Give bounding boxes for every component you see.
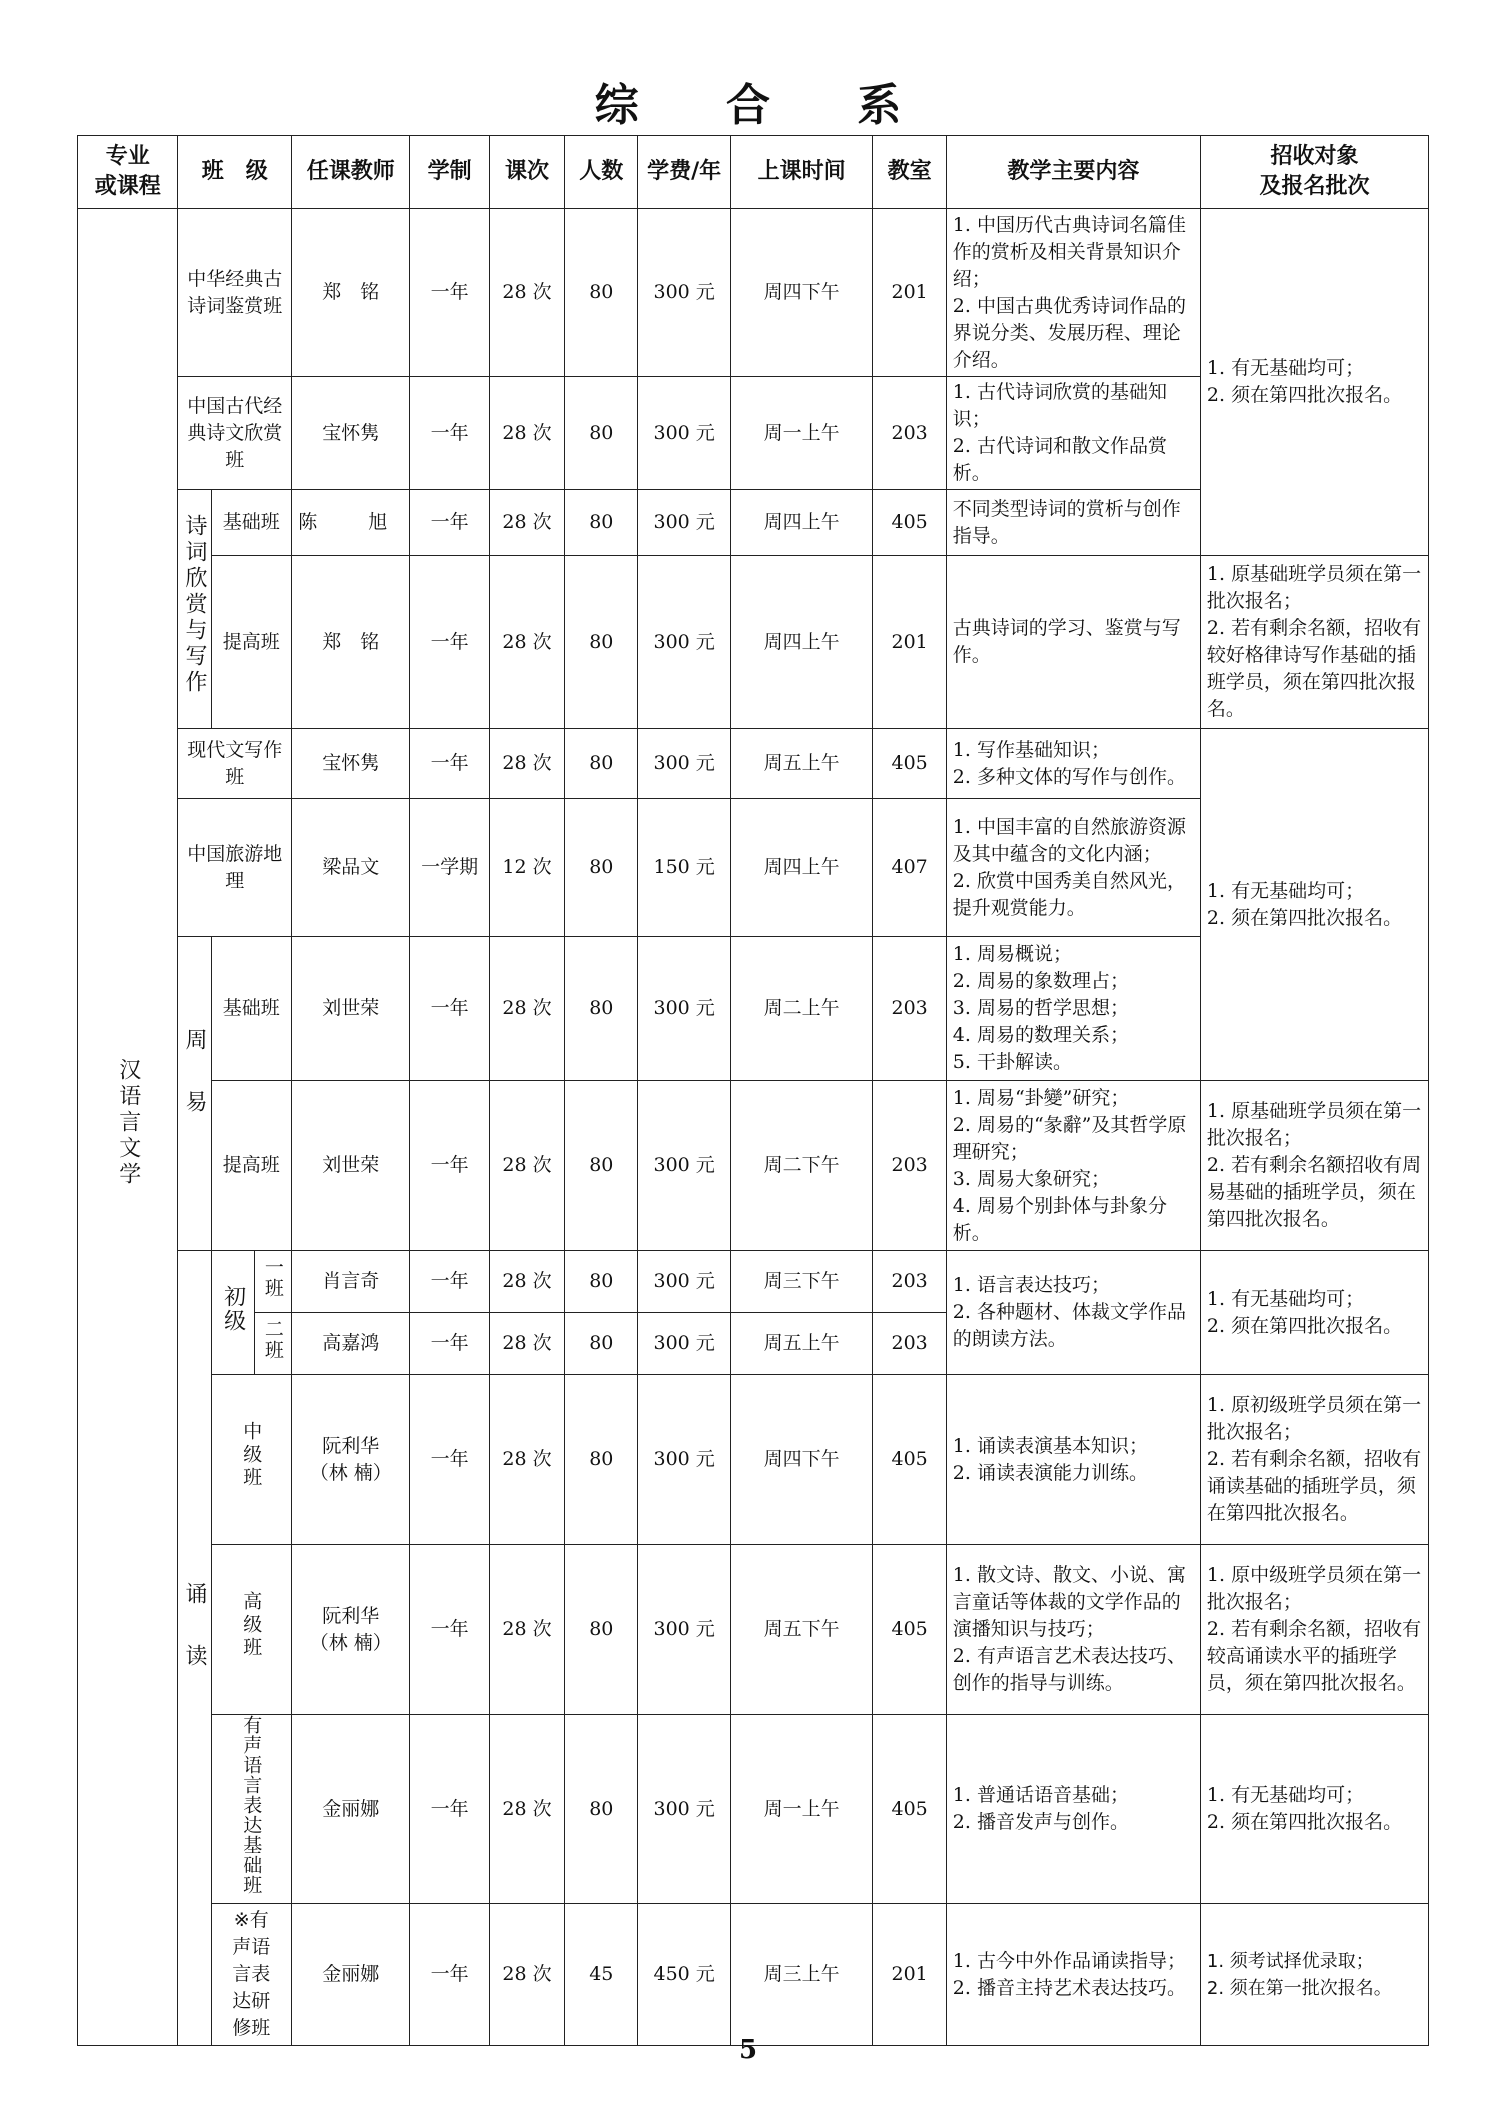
sessions-cell: 28 次 — [489, 209, 564, 377]
header-count: 人数 — [565, 136, 638, 209]
count-cell: 80 — [565, 1081, 638, 1251]
time-cell: 周四上午 — [730, 799, 873, 937]
room-cell: 203 — [873, 377, 946, 490]
room-cell: 203 — [873, 1251, 946, 1313]
count-cell: 80 — [565, 729, 638, 799]
content-cell: 不同类型诗词的赏析与创作指导。 — [946, 490, 1200, 556]
group-poetry — [178, 490, 211, 729]
class-label: 有声语言表达基础班 — [240, 1715, 263, 1895]
time-cell: 周四下午 — [730, 1375, 873, 1545]
class-cell: 基础班 — [211, 490, 291, 556]
teacher-cell: 刘世荣 — [291, 1081, 410, 1251]
class-cell: 中国旅游地理 — [178, 799, 292, 937]
sessions-cell: 28 次 — [489, 377, 564, 490]
class-cell — [211, 1375, 291, 1545]
fee-cell: 300 元 — [638, 1081, 730, 1251]
header-row — [78, 136, 1429, 209]
teacher-cell: 宝怀隽 — [291, 729, 410, 799]
count-cell: 80 — [565, 490, 638, 556]
time-cell: 周四上午 — [730, 490, 873, 556]
group-poetry-label: 诗词欣赏与写作 — [182, 514, 207, 696]
group-chuji — [211, 1251, 254, 1375]
teacher-cell: 金丽娜 — [291, 1904, 410, 2046]
sessions-cell: 12 次 — [489, 799, 564, 937]
group-zhouyi — [178, 937, 211, 1251]
count-cell: 80 — [565, 1715, 638, 1904]
fee-cell: 300 元 — [638, 937, 730, 1081]
group-recite-label: 诵读 — [182, 1582, 207, 1706]
sessions-cell: 28 次 — [489, 1081, 564, 1251]
sessions-cell: 28 次 — [489, 729, 564, 799]
count-cell: 80 — [565, 556, 638, 729]
table-row — [78, 209, 1429, 377]
time-cell: 周五上午 — [730, 729, 873, 799]
content-cell: 1. 语言表达技巧； 2. 各种题材、体裁文学作品的朗读方法。 — [946, 1251, 1200, 1375]
content-cell: 1. 中国丰富的自然旅游资源及其中蕴含的文化内涵； 2. 欣赏中国秀美自然风光，提升观赏能力。 — [946, 799, 1200, 937]
count-cell: 80 — [565, 1251, 638, 1313]
room-cell: 203 — [873, 937, 946, 1081]
room-cell: 405 — [873, 490, 946, 556]
duration-cell: 一年 — [410, 209, 489, 377]
major-cell — [78, 209, 178, 2046]
teacher-cell: 宝怀隽 — [291, 377, 410, 490]
count-cell: 80 — [565, 377, 638, 490]
duration-cell: 一年 — [410, 1904, 489, 2046]
table-row — [78, 1081, 1429, 1251]
header-fee: 学费/年 — [638, 136, 730, 209]
class-cell: 基础班 — [211, 937, 291, 1081]
sessions-cell: 28 次 — [489, 1251, 564, 1313]
group-zhouyi-label: 周易 — [182, 1027, 207, 1152]
class-cell: ※有声语言表达研修班 — [211, 1904, 291, 2046]
time-cell: 周三上午 — [730, 1904, 873, 2046]
content-cell: 1. 散文诗、散文、小说、寓言童话等体裁的文学作品的演播知识与技巧； 2. 有声语言艺术表达技巧、创作的指导与训练。 — [946, 1545, 1200, 1715]
count-cell: 80 — [565, 209, 638, 377]
page-number: 5 — [738, 2035, 758, 2065]
time-cell: 周二下午 — [730, 1081, 873, 1251]
teacher-cell: 阮利华 （林 楠） — [291, 1375, 410, 1545]
room-cell: 405 — [873, 729, 946, 799]
header-target: 招收对象 及报名批次 — [1200, 136, 1428, 209]
count-cell: 80 — [565, 1545, 638, 1715]
header-major: 专业 或课程 — [78, 136, 178, 209]
content-cell: 1. 诵读表演基本知识； 2. 诵读表演能力训练。 — [946, 1375, 1200, 1545]
class-cell — [211, 1545, 291, 1715]
target-cell: 1. 原基础班学员须在第一批次报名； 2. 若有剩余名额招收有周易基础的插班学员，须在第四批次报名。 — [1200, 1081, 1428, 1251]
fee-cell: 450 元 — [638, 1904, 730, 2046]
room-cell: 407 — [873, 799, 946, 937]
sessions-cell: 28 次 — [489, 1313, 564, 1375]
time-cell: 周四下午 — [730, 209, 873, 377]
fee-cell: 300 元 — [638, 1251, 730, 1313]
duration-cell: 一年 — [410, 937, 489, 1081]
target-cell: 1. 须考试择优录取； 2. 须在第一批次报名。 — [1200, 1904, 1428, 2046]
time-cell: 周五上午 — [730, 1313, 873, 1375]
sessions-cell: 28 次 — [489, 490, 564, 556]
teacher-cell: 金丽娜 — [291, 1715, 410, 1904]
content-cell: 1. 中国历代古典诗词名篇佳作的赏析及相关背景知识介绍； 2. 中国古典优秀诗词作品的界说分类、发展历程、理论介绍。 — [946, 209, 1200, 377]
class-cell: 中国古代经典诗文欣赏班 — [178, 377, 292, 490]
duration-cell: 一年 — [410, 1375, 489, 1545]
class-cell: 中华经典古诗词鉴赏班 — [178, 209, 292, 377]
major-label: 汉语言文学 — [115, 1058, 141, 1188]
table-row — [78, 556, 1429, 729]
teacher-cell: 陈 旭 — [291, 490, 410, 556]
teacher-cell: 阮利华 （林 楠） — [291, 1545, 410, 1715]
header-room: 教室 — [873, 136, 946, 209]
header-time: 上课时间 — [730, 136, 873, 209]
class-label: 中级班 — [240, 1421, 263, 1490]
sub-yiban — [254, 1251, 291, 1313]
fee-cell: 300 元 — [638, 377, 730, 490]
count-cell: 80 — [565, 937, 638, 1081]
duration-cell: 一年 — [410, 1081, 489, 1251]
header-content: 教学主要内容 — [946, 136, 1200, 209]
content-cell: 1. 周易“卦變”研究； 2. 周易的“彖辭”及其哲学原理研究； 3. 周易大象研究； 4. 周易个别卦体与卦象分析。 — [946, 1081, 1200, 1251]
fee-cell: 300 元 — [638, 1715, 730, 1904]
sub-erban — [254, 1313, 291, 1375]
count-cell: 80 — [565, 799, 638, 937]
duration-cell: 一学期 — [410, 799, 489, 937]
fee-cell: 150 元 — [638, 799, 730, 937]
sub-erban-label: 二班 — [261, 1318, 284, 1361]
fee-cell: 300 元 — [638, 1545, 730, 1715]
room-cell: 203 — [873, 1313, 946, 1375]
table-row — [78, 1251, 1429, 1313]
fee-cell: 300 元 — [638, 1313, 730, 1375]
group-recite — [178, 1251, 211, 2046]
target-cell: 1. 有无基础均可； 2. 须在第四批次报名。 — [1200, 1715, 1428, 1904]
content-cell: 古典诗词的学习、鉴赏与写作。 — [946, 556, 1200, 729]
room-cell: 203 — [873, 1081, 946, 1251]
header-duration: 学制 — [410, 136, 489, 209]
table-row — [78, 1545, 1429, 1715]
room-cell: 201 — [873, 556, 946, 729]
time-cell: 周一上午 — [730, 1715, 873, 1904]
target-cell: 1. 原中级班学员须在第一批次报名； 2. 若有剩余名额，招收有较高诵读水平的插班学员，须在第四批次报名。 — [1200, 1545, 1428, 1715]
fee-cell: 300 元 — [638, 556, 730, 729]
duration-cell: 一年 — [410, 556, 489, 729]
duration-cell: 一年 — [410, 490, 489, 556]
sessions-cell: 28 次 — [489, 1715, 564, 1904]
target-cell: 1. 有无基础均可； 2. 须在第四批次报名。 — [1200, 1251, 1428, 1375]
teacher-cell: 郑 铭 — [291, 556, 410, 729]
count-cell: 45 — [565, 1904, 638, 2046]
sessions-cell: 28 次 — [489, 1904, 564, 2046]
teacher-cell: 郑 铭 — [291, 209, 410, 377]
header-sessions: 课次 — [489, 136, 564, 209]
class-cell: 提高班 — [211, 556, 291, 729]
table-row — [78, 1715, 1429, 1904]
content-cell: 1. 普通话语音基础； 2. 播音发声与创作。 — [946, 1715, 1200, 1904]
time-cell: 周三下午 — [730, 1251, 873, 1313]
time-cell: 周一上午 — [730, 377, 873, 490]
page-title: 综 合 系 — [594, 80, 938, 131]
header-teacher: 任课教师 — [291, 136, 410, 209]
teacher-cell: 刘世荣 — [291, 937, 410, 1081]
sessions-cell: 28 次 — [489, 937, 564, 1081]
room-cell: 405 — [873, 1715, 946, 1904]
fee-cell: 300 元 — [638, 1375, 730, 1545]
table-row — [78, 1904, 1429, 2046]
target-cell: 1. 有无基础均可； 2. 须在第四批次报名。 — [1200, 729, 1428, 1081]
sessions-cell: 28 次 — [489, 1375, 564, 1545]
group-chuji-label: 初级 — [220, 1284, 246, 1333]
teacher-cell: 肖言奇 — [291, 1251, 410, 1313]
fee-cell: 300 元 — [638, 490, 730, 556]
time-cell: 周五下午 — [730, 1545, 873, 1715]
content-cell: 1. 古今中外作品诵读指导； 2. 播音主持艺术表达技巧。 — [946, 1904, 1200, 2046]
count-cell: 80 — [565, 1375, 638, 1545]
room-cell: 201 — [873, 209, 946, 377]
duration-cell: 一年 — [410, 377, 489, 490]
teacher-cell: 高嘉鸿 — [291, 1313, 410, 1375]
duration-cell: 一年 — [410, 1715, 489, 1904]
room-cell: 405 — [873, 1375, 946, 1545]
time-cell: 周二上午 — [730, 937, 873, 1081]
table-row — [78, 729, 1429, 799]
class-cell: 提高班 — [211, 1081, 291, 1251]
fee-cell: 300 元 — [638, 209, 730, 377]
target-cell: 1. 原基础班学员须在第一批次报名； 2. 若有剩余名额，招收有较好格律诗写作基础的插班学员，须在第四批次报名。 — [1200, 556, 1428, 729]
teacher-cell: 梁品文 — [291, 799, 410, 937]
room-cell: 405 — [873, 1545, 946, 1715]
sessions-cell: 28 次 — [489, 1545, 564, 1715]
duration-cell: 一年 — [410, 1313, 489, 1375]
room-cell: 201 — [873, 1904, 946, 2046]
content-cell: 1. 古代诗词欣赏的基础知识； 2. 古代诗词和散文作品赏析。 — [946, 377, 1200, 490]
course-table — [77, 135, 1429, 2046]
table-row — [78, 1375, 1429, 1545]
content-cell: 1. 写作基础知识； 2. 多种文体的写作与创作。 — [946, 729, 1200, 799]
class-cell: 现代文写作班 — [178, 729, 292, 799]
target-cell: 1. 原初级班学员须在第一批次报名； 2. 若有剩余名额，招收有诵读基础的插班学员，须在第四批次报名。 — [1200, 1375, 1428, 1545]
class-cell — [211, 1715, 291, 1904]
content-cell: 1. 周易概说； 2. 周易的象数理占； 3. 周易的哲学思想； 4. 周易的数理关系； 5. 干卦解读。 — [946, 937, 1200, 1081]
sessions-cell: 28 次 — [489, 556, 564, 729]
duration-cell: 一年 — [410, 1545, 489, 1715]
header-class: 班 级 — [178, 136, 292, 209]
target-cell: 1. 有无基础均可； 2. 须在第四批次报名。 — [1200, 209, 1428, 556]
fee-cell: 300 元 — [638, 729, 730, 799]
duration-cell: 一年 — [410, 729, 489, 799]
class-label: 高级班 — [240, 1591, 263, 1660]
duration-cell: 一年 — [410, 1251, 489, 1313]
sub-yiban-label: 一班 — [261, 1256, 284, 1299]
count-cell: 80 — [565, 1313, 638, 1375]
time-cell: 周四上午 — [730, 556, 873, 729]
